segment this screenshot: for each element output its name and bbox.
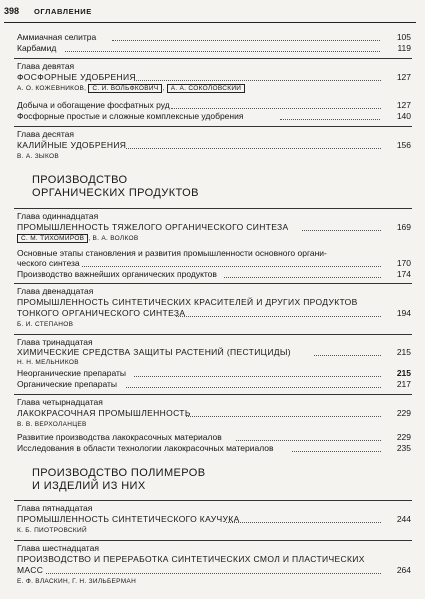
chapter-divider bbox=[14, 334, 412, 335]
dot-leader bbox=[46, 573, 381, 574]
chapter-title[interactable]: ПРОМЫШЛЕННОСТЬ СИНТЕТИЧЕСКОГО КАУЧУКА bbox=[17, 514, 240, 524]
chapter-label: Глава двенадцатая bbox=[17, 286, 94, 296]
chapter-authors: Б. И. СТЕПАНОВ bbox=[17, 321, 74, 328]
toc-entry-page[interactable]: 140 bbox=[396, 111, 411, 121]
chapter-authors: К. Б. ПИОТРОВСКИЙ bbox=[17, 527, 87, 534]
toc-entry-text-continued[interactable]: ческого синтеза bbox=[17, 258, 80, 268]
dot-leader bbox=[126, 387, 381, 388]
chapter-authors bbox=[17, 84, 245, 94]
chapter-divider bbox=[14, 58, 412, 59]
chapter-label: Глава пятнадцатая bbox=[17, 503, 93, 513]
dot-leader bbox=[186, 416, 381, 417]
chapter-page[interactable]: 194 bbox=[396, 308, 411, 318]
dot-leader bbox=[280, 119, 380, 120]
toc-entry-text[interactable]: Аммиачная селитра bbox=[17, 32, 97, 42]
chapter-page[interactable]: 264 bbox=[396, 565, 411, 575]
toc-entry-text[interactable]: Органические препараты bbox=[17, 379, 118, 389]
chapter-label: Глава тринадцатая bbox=[17, 337, 93, 347]
chapter-authors: В. В. ВЕРХОЛАНЦЕВ bbox=[17, 421, 87, 428]
section-heading: ОРГАНИЧЕСКИХ ПРОДУКТОВ bbox=[32, 187, 199, 199]
section-heading: И ИЗДЕЛИЙ ИЗ НИХ bbox=[32, 480, 146, 492]
chapter-page[interactable]: 244 bbox=[396, 514, 411, 524]
author-name-boxed: С. М. ТИХОМИРОВ bbox=[17, 234, 88, 243]
chapter-title[interactable]: ПРОМЫШЛЕННОСТЬ СИНТЕТИЧЕСКИХ КРАСИТЕЛЕЙ И ДРУГИХ ПРОДУКТОВ bbox=[17, 297, 358, 307]
chapter-page[interactable]: 156 bbox=[396, 140, 411, 150]
dot-leader bbox=[236, 440, 381, 441]
toc-entry-text[interactable]: Фосфорные простые и сложные комплексные удобрения bbox=[17, 111, 244, 121]
toc-entry-text[interactable]: Неорганические препараты bbox=[17, 368, 127, 378]
dot-leader bbox=[226, 522, 381, 523]
toc-entry-page[interactable]: 170 bbox=[396, 258, 411, 268]
dot-leader bbox=[302, 230, 381, 231]
running-title: ОГЛАВЛЕНИЕ bbox=[34, 7, 92, 16]
toc-entry-text[interactable]: Основные этапы становления и развития промышленности основного органи- bbox=[17, 248, 327, 258]
chapter-label: Глава четырнадцатая bbox=[17, 397, 103, 407]
author-name-boxed: С. И. ВОЛЬФКОВИЧ bbox=[88, 84, 162, 93]
author-name: , В. А. ВОЛКОВ bbox=[88, 235, 139, 242]
chapter-divider bbox=[14, 208, 412, 209]
toc-entry-page[interactable]: 229 bbox=[396, 432, 411, 442]
dot-leader bbox=[134, 80, 381, 81]
toc-entry-page[interactable]: 174 bbox=[396, 269, 411, 279]
chapter-page[interactable]: 229 bbox=[396, 408, 411, 418]
chapter-label: Глава шестнадцатая bbox=[17, 543, 99, 553]
dot-leader bbox=[176, 316, 381, 317]
dot-leader bbox=[314, 355, 381, 356]
section-heading: ПРОИЗВОДСТВО ПОЛИМЕРОВ bbox=[32, 467, 206, 479]
dot-leader bbox=[292, 451, 381, 452]
chapter-title[interactable]: ПРОИЗВОДСТВО И ПЕРЕРАБОТКА СИНТЕТИЧЕСКИХ СМОЛ И ПЛАСТИЧЕСКИХ bbox=[17, 554, 365, 564]
dot-leader bbox=[171, 108, 381, 109]
toc-entry-page[interactable]: 235 bbox=[396, 443, 411, 453]
toc-entry-text[interactable]: Развитие производства лакокрасочных материалов bbox=[17, 432, 222, 442]
toc-entry-text[interactable]: Производство важнейших органических продуктов bbox=[17, 269, 217, 279]
toc-entry-page[interactable]: 127 bbox=[396, 100, 411, 110]
dot-leader bbox=[112, 40, 380, 41]
toc-entry-page[interactable]: 217 bbox=[396, 379, 411, 389]
chapter-title[interactable]: ХИМИЧЕСКИЕ СРЕДСТВА ЗАЩИТЫ РАСТЕНИЙ (ПЕСТИЦИДЫ) bbox=[17, 347, 291, 357]
dot-leader bbox=[82, 266, 381, 267]
chapter-label: Глава девятая bbox=[17, 61, 75, 71]
page-number: 398 bbox=[4, 6, 20, 16]
chapter-page[interactable]: 169 bbox=[396, 222, 411, 232]
chapter-page[interactable]: 127 bbox=[396, 72, 411, 82]
toc-entry-page[interactable]: 119 bbox=[397, 43, 411, 53]
toc-entry-page[interactable]: 105 bbox=[396, 32, 411, 42]
chapter-title[interactable]: ЛАКОКРАСОЧНАЯ ПРОМЫШЛЕННОСТЬ bbox=[17, 408, 191, 418]
chapter-divider bbox=[14, 500, 412, 501]
chapter-title[interactable]: ПРОМЫШЛЕННОСТЬ ТЯЖЕЛОГО ОРГАНИЧЕСКОГО СИНТЕЗА bbox=[17, 222, 289, 232]
chapter-authors: В. А. ЗЫКОВ bbox=[17, 153, 59, 160]
dot-leader bbox=[134, 376, 381, 377]
chapter-title-continued[interactable]: МАСС bbox=[17, 565, 44, 575]
chapter-authors bbox=[17, 234, 139, 244]
section-heading: ПРОИЗВОДСТВО bbox=[32, 174, 128, 186]
dot-leader bbox=[126, 148, 381, 149]
chapter-divider bbox=[14, 283, 412, 284]
dot-leader bbox=[65, 51, 380, 52]
toc-entry-text[interactable]: Исследования в области технологии лакокрасочных материалов bbox=[17, 443, 274, 453]
chapter-title-continued[interactable]: ТОНКОГО ОРГАНИЧЕСКОГО СИНТЕЗА bbox=[17, 308, 186, 318]
chapter-divider bbox=[14, 394, 412, 395]
running-header bbox=[4, 4, 416, 23]
toc-entry-text[interactable]: Добыча и обогащение фосфатных руд bbox=[17, 100, 170, 110]
chapter-divider bbox=[14, 540, 412, 541]
chapter-title[interactable]: ФОСФОРНЫЕ УДОБРЕНИЯ bbox=[17, 72, 136, 82]
toc-entry-text[interactable]: Карбамид bbox=[17, 43, 57, 53]
author-name-boxed: А. А. СОКОЛОВСКИЙ bbox=[167, 84, 246, 93]
chapter-authors: Н. Н. МЕЛЬНИКОВ bbox=[17, 359, 79, 366]
author-separator: , bbox=[162, 85, 165, 92]
author-name: А. О. КОЖЕВНИКОВ, bbox=[17, 85, 87, 92]
chapter-label: Глава десятая bbox=[17, 129, 74, 139]
chapter-divider bbox=[14, 126, 412, 127]
toc-entry-page[interactable]: 215 bbox=[396, 368, 411, 378]
chapter-title[interactable]: КАЛИЙНЫЕ УДОБРЕНИЯ bbox=[17, 140, 127, 150]
chapter-label: Глава одиннадцатая bbox=[17, 211, 99, 221]
dot-leader bbox=[224, 277, 381, 278]
chapter-page[interactable]: 215 bbox=[396, 347, 411, 357]
chapter-authors: Е. Ф. ВЛАСКИН, Г. Н. ЗИЛЬБЕРМАН bbox=[17, 578, 137, 585]
